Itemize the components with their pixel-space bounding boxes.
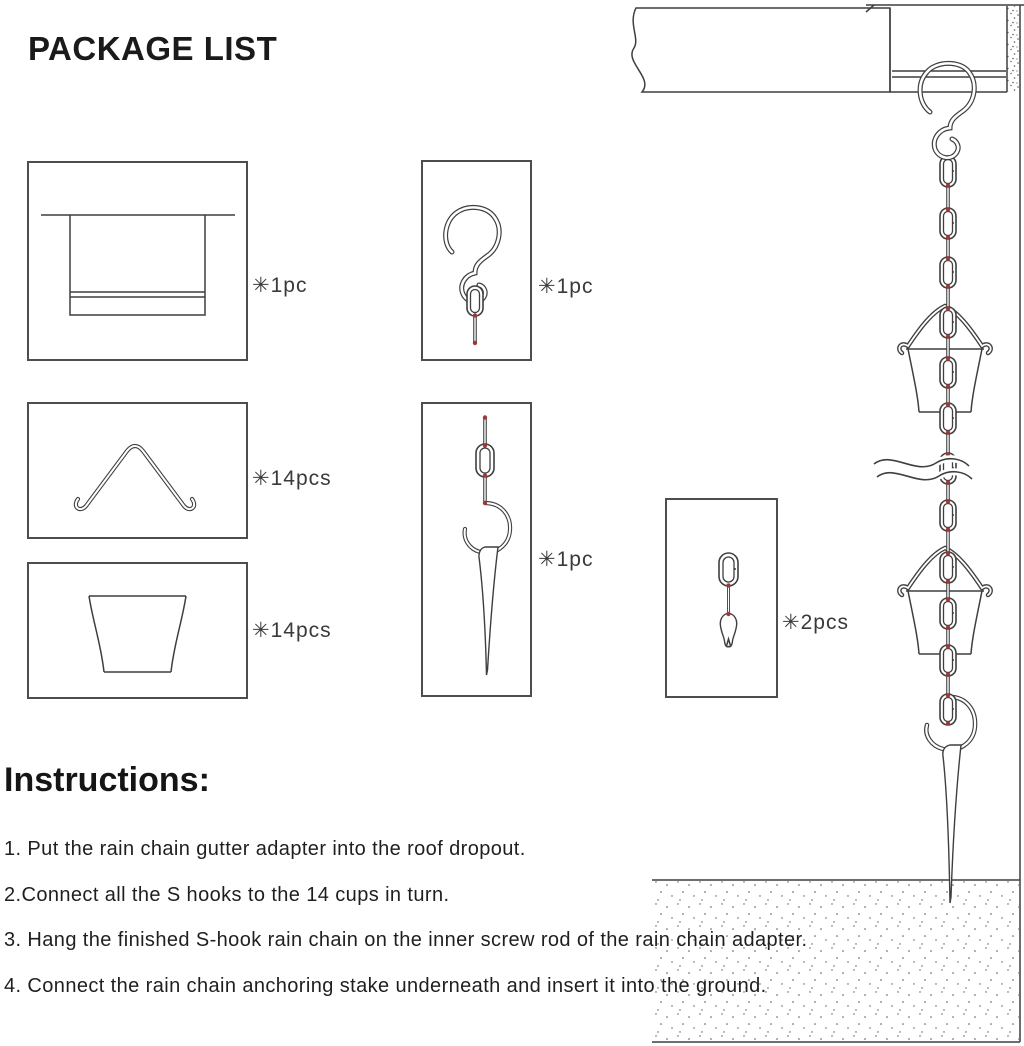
cup-handle-hook-diagram bbox=[29, 404, 246, 537]
qty-label-anchoring-stake: ✳1pc bbox=[538, 548, 594, 571]
anchoring-stake-diagram bbox=[423, 404, 530, 695]
part-box-cup-hook bbox=[27, 402, 248, 539]
gutter-adapter-diagram bbox=[29, 163, 246, 359]
chain-break-marks bbox=[874, 459, 972, 480]
instruction-step-1: 1. Put the rain chain gutter adapter into the roof dropout. bbox=[4, 838, 526, 860]
instruction-step-3: 3. Hang the finished S-hook rain chain on the inner screw rod of the rain chain adapter. bbox=[4, 929, 808, 951]
qty-label-gutter-adapter: ✳1pc bbox=[252, 274, 308, 297]
qty-label-s-hook: ✳1pc bbox=[538, 275, 594, 298]
ground bbox=[652, 880, 1020, 1042]
cup-diagram bbox=[29, 564, 246, 697]
part-box-anchoring-stake bbox=[421, 402, 532, 697]
roof-beam bbox=[632, 5, 1024, 92]
part-box-cup bbox=[27, 562, 248, 699]
gutter-adapter-installed bbox=[892, 71, 1006, 77]
connector-link-diagram bbox=[667, 500, 776, 696]
anchoring-stake-installed bbox=[926, 697, 975, 903]
page-title: PACKAGE LIST bbox=[28, 30, 278, 67]
instructions-heading: Instructions: bbox=[4, 761, 210, 799]
instruction-step-4: 4. Connect the rain chain anchoring stake underneath and insert it into the ground. bbox=[4, 975, 767, 997]
s-hook-diagram bbox=[423, 162, 530, 359]
part-box-connector-link bbox=[665, 498, 778, 698]
instruction-step-2: 2.Connect all the S hooks to the 14 cups in turn. bbox=[4, 884, 450, 906]
qty-label-cup-hook: ✳14pcs bbox=[252, 467, 332, 490]
qty-label-cup: ✳14pcs bbox=[252, 619, 332, 642]
part-box-s-hook bbox=[421, 160, 532, 361]
part-box-gutter-adapter bbox=[27, 161, 248, 361]
qty-label-connector-link: ✳2pcs bbox=[782, 611, 849, 634]
